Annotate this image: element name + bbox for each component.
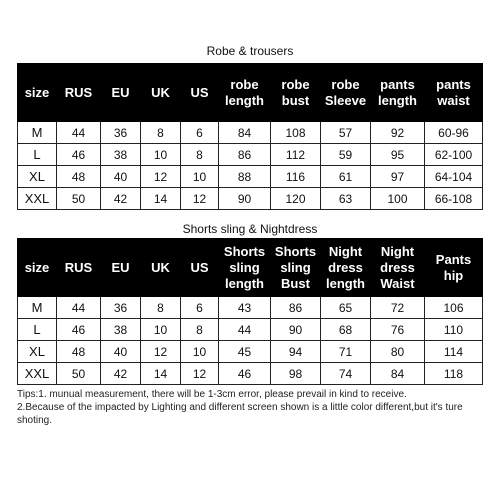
table-cell: 6 [181, 297, 219, 319]
table-cell: 66-108 [425, 188, 483, 210]
table-cell: 114 [425, 341, 483, 363]
table-cell: 71 [321, 341, 371, 363]
table-cell: 10 [141, 319, 181, 341]
table-cell: 8 [181, 144, 219, 166]
table-cell: 8 [141, 297, 181, 319]
table-cell: XXL [18, 363, 57, 385]
column-header: EU [101, 239, 141, 297]
tips-text [17, 388, 487, 427]
table-cell: 8 [181, 319, 219, 341]
table-cell: 94 [271, 341, 321, 363]
table-cell: 116 [271, 166, 321, 188]
table-cell: 46 [57, 319, 101, 341]
table-cell: XL [18, 166, 57, 188]
table-row [18, 122, 483, 144]
column-header: US [181, 239, 219, 297]
table-cell: L [18, 144, 57, 166]
table-cell: 68 [321, 319, 371, 341]
table-cell: 62-100 [425, 144, 483, 166]
table-cell: 6 [181, 122, 219, 144]
table-cell: 90 [219, 188, 271, 210]
table-cell: 44 [219, 319, 271, 341]
table-cell: 100 [371, 188, 425, 210]
table-cell: 92 [371, 122, 425, 144]
table-cell: 8 [141, 122, 181, 144]
table-cell: 61 [321, 166, 371, 188]
column-header: size [18, 239, 57, 297]
table-cell: XXL [18, 188, 57, 210]
column-header: RUS [57, 64, 101, 122]
table-row [18, 341, 483, 363]
table-cell: 84 [371, 363, 425, 385]
table-cell: XL [18, 341, 57, 363]
column-header: US [181, 64, 219, 122]
table-cell: 72 [371, 297, 425, 319]
table-cell: 106 [425, 297, 483, 319]
table-cell: 76 [371, 319, 425, 341]
table-cell: M [18, 297, 57, 319]
table-cell: 42 [101, 188, 141, 210]
table-cell: 50 [57, 363, 101, 385]
column-header: Shorts sling Bust [271, 239, 321, 297]
column-header: pants length [371, 64, 425, 122]
table-cell: 12 [181, 363, 219, 385]
table-cell: 57 [321, 122, 371, 144]
table-cell: 38 [101, 319, 141, 341]
column-header: pants waist [425, 64, 483, 122]
shorts-nightdress-title: Shorts sling & Nightdress [182, 222, 318, 236]
column-header: robe Sleeve [321, 64, 371, 122]
table-cell: 86 [271, 297, 321, 319]
table-cell: 44 [57, 122, 101, 144]
table-cell: 10 [181, 166, 219, 188]
table-row [18, 363, 483, 385]
tip-line-1: Tips:1. munual measurement, there will be 1-3cm error, please prevail in kind to receive. [17, 389, 407, 400]
table-cell: 97 [371, 166, 425, 188]
table-cell: 14 [141, 188, 181, 210]
table-cell: 80 [371, 341, 425, 363]
table-cell: 59 [321, 144, 371, 166]
table-cell: 65 [321, 297, 371, 319]
shorts-nightdress-size-table [17, 238, 483, 385]
table-cell: 42 [101, 363, 141, 385]
table-cell: 43 [219, 297, 271, 319]
column-header: UK [141, 239, 181, 297]
robe-trousers-size-table [17, 63, 483, 210]
column-header: UK [141, 64, 181, 122]
table-header-row [18, 64, 483, 122]
table-row [18, 188, 483, 210]
table-cell: 110 [425, 319, 483, 341]
table-cell: 40 [101, 166, 141, 188]
table-cell: 14 [141, 363, 181, 385]
table-cell: 120 [271, 188, 321, 210]
table-cell: 98 [271, 363, 321, 385]
table-cell: 60-96 [425, 122, 483, 144]
table-cell: M [18, 122, 57, 144]
table-cell: 90 [271, 319, 321, 341]
table-cell: 12 [141, 166, 181, 188]
table-cell: 12 [141, 341, 181, 363]
table-cell: 36 [101, 297, 141, 319]
table-header-row [18, 239, 483, 297]
table-row [18, 166, 483, 188]
table-cell: L [18, 319, 57, 341]
table-cell: 95 [371, 144, 425, 166]
table-cell: 63 [321, 188, 371, 210]
column-header: robe length [219, 64, 271, 122]
table-row [18, 144, 483, 166]
table-cell: 86 [219, 144, 271, 166]
table-cell: 108 [271, 122, 321, 144]
column-header: EU [101, 64, 141, 122]
column-header: Shorts sling length [219, 239, 271, 297]
table-cell: 48 [57, 341, 101, 363]
table-row [18, 319, 483, 341]
table-cell: 118 [425, 363, 483, 385]
table-cell: 10 [181, 341, 219, 363]
table-cell: 36 [101, 122, 141, 144]
table-cell: 44 [57, 297, 101, 319]
table-cell: 88 [219, 166, 271, 188]
table-row [18, 297, 483, 319]
table-cell: 74 [321, 363, 371, 385]
table-cell: 64-104 [425, 166, 483, 188]
robe-trousers-title: Robe & trousers [206, 44, 294, 58]
table-cell: 10 [141, 144, 181, 166]
table-cell: 48 [57, 166, 101, 188]
column-header: robe bust [271, 64, 321, 122]
column-header: RUS [57, 239, 101, 297]
table-cell: 12 [181, 188, 219, 210]
table-cell: 38 [101, 144, 141, 166]
table-cell: 50 [57, 188, 101, 210]
column-header: Night dress Waist [371, 239, 425, 297]
table-cell: 46 [219, 363, 271, 385]
table-cell: 84 [219, 122, 271, 144]
tip-line-2: 2.Because of the impacted by Lighting and different screen shown is a little color different,but it's ture shoting. [17, 402, 463, 426]
table-cell: 46 [57, 144, 101, 166]
column-header: size [18, 64, 57, 122]
column-header: Night dress length [321, 239, 371, 297]
table-cell: 112 [271, 144, 321, 166]
table-cell: 45 [219, 341, 271, 363]
column-header: Pants hip [425, 239, 483, 297]
table-cell: 40 [101, 341, 141, 363]
